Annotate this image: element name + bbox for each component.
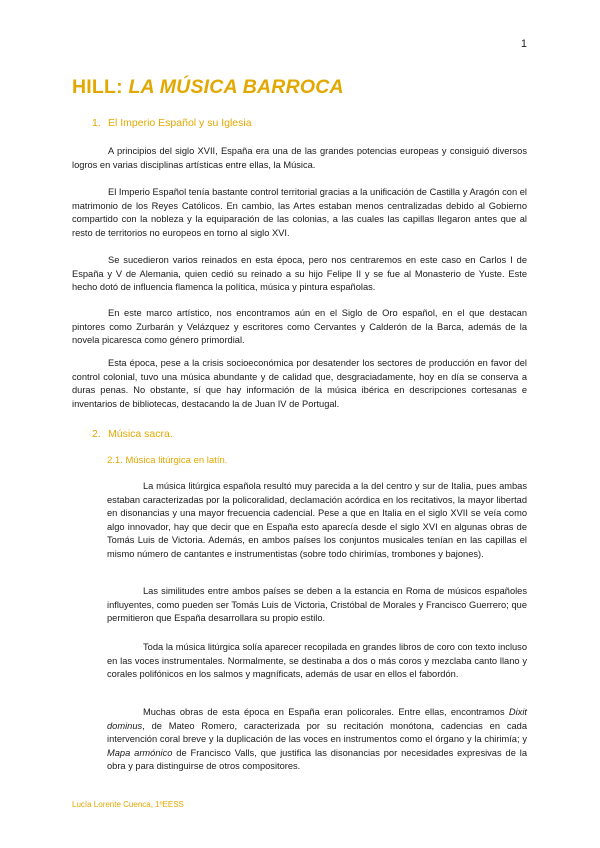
paragraph: Toda la música litúrgica solía aparecer recopilada en grandes libros de coro con texto incluso en las voces instrumentales. Normalmente, se destinaba a dos o más coros y mezclaba canto llano y corales polifónicos en los salmos y magníficats, además de usar en ellos el fabordón. bbox=[107, 642, 527, 680]
page-number: 1 bbox=[520, 38, 527, 50]
subsection-2-1-heading: 2.1. Música litúrgica en latín. bbox=[107, 455, 228, 466]
document-title bbox=[72, 76, 344, 99]
work-title-mapa: Mapa armónico bbox=[107, 747, 173, 758]
section-2-number: 2. bbox=[92, 428, 101, 440]
paragraph: Esta época, pese a la crisis socioeconómica por desatender los sectores de producción en favor del control colonial, tuvo una música abundante y de calidad que, desgraciadamente, hoy en día se conserva a duras penas. No obstante, sí que hay información de la música ibérica en descripciones cortesanas e inventarios de bibliotecas, destacando la de Juan IV de Portugal. bbox=[72, 358, 527, 409]
footer-author: Lucía Lorente Cuenca, 1ºEESS bbox=[72, 800, 184, 809]
paragraph: La música litúrgica española resultó muy parecida a la del centro y sur de Italia, pues ambas estaban caracterizadas por la policoralidad, declamación acórdica en los recitativos, la mayor libertad en disonancias y una mayor frecuencia cadencial. Pese a que en Italia en el siglo XVII se veía como algo innovador, hay que decir que en España esto aparecía desde el siglo XVI en algunas obras de Tomás Luis de Victoria. Además, en ambos países los conjuntos musicales tenían en las capillas el mismo número de cantantes e instrumentistas (sobre todo chirimías, trombones y bajones). bbox=[107, 481, 527, 559]
paragraph: Se sucedieron varios reinados en esta época, pero nos centraremos en este caso en Carlos I de España y V de Alemania, quien cedió su reinado a su hijo Felipe II y se fue al Monasterio de Yuste. Este hecho dotó de influencia flamenca la política, música y pintura españolas. bbox=[72, 255, 527, 293]
work-title-dixit: Dixit dominus bbox=[107, 707, 527, 731]
paragraph: El Imperio Español tenía bastante control territorial gracias a la unificación de Castilla y Aragón con el matrimonio de los Reyes Católicos. En cambio, las Artes estaban menos centralizadas debido al Gobierno compartido con la nobleza y la equiparación de las colonias, a las cuales las capillas llegaron antes que al resto de territorios no europeos en torno al siglo XVI. bbox=[72, 187, 527, 238]
text-run: Muchas obras de esta época en España eran policorales. Entre ellas, encontramos bbox=[143, 707, 509, 717]
title-prefix: HILL: bbox=[72, 76, 129, 98]
section-1-title: El Imperio Español y su Iglesia bbox=[108, 117, 252, 129]
text-run: de Francisco Valls, que justifica las disonancias por necesidades expresivas de la obra y para distinguirse de otros compositores. bbox=[107, 747, 527, 772]
text-run: , de Mateo Romero, caracterizada por su recitación monótona, cadencias en cada intervención coral breve y la duplicación de las voces en instrumentos como el órgano y la chirimía; y bbox=[107, 720, 527, 745]
section-2-heading bbox=[92, 428, 173, 440]
paragraph: A principios del siglo XVII, España era una de las grandes potencias europeas y consiguió diversos logros en varias disciplinas artísticas entre ellas, la Música. bbox=[72, 146, 527, 170]
paragraph-last bbox=[107, 706, 527, 774]
title-main: LA MÚSICA BARROCA bbox=[128, 76, 344, 98]
section-1-number: 1. bbox=[92, 117, 101, 129]
section-2-title: Música sacra. bbox=[108, 428, 173, 440]
paragraph: Las similitudes entre ambos países se deben a la estancia en Roma de músicos españoles influyentes, como pueden ser Tomás Luis de Victoria, Cristóbal de Morales y Francisco Guerrero; que permitieron que España desarrollara su propio estilo. bbox=[107, 586, 527, 624]
paragraph: En este marco artístico, nos encontramos aún en el Siglo de Oro español, en el que destacan pintores como Zurbarán y Velázquez y escritores como Cervantes y Calderón de la Barca, además de la novela picaresca como género primordial. bbox=[72, 308, 527, 346]
section-1-heading bbox=[92, 117, 252, 129]
